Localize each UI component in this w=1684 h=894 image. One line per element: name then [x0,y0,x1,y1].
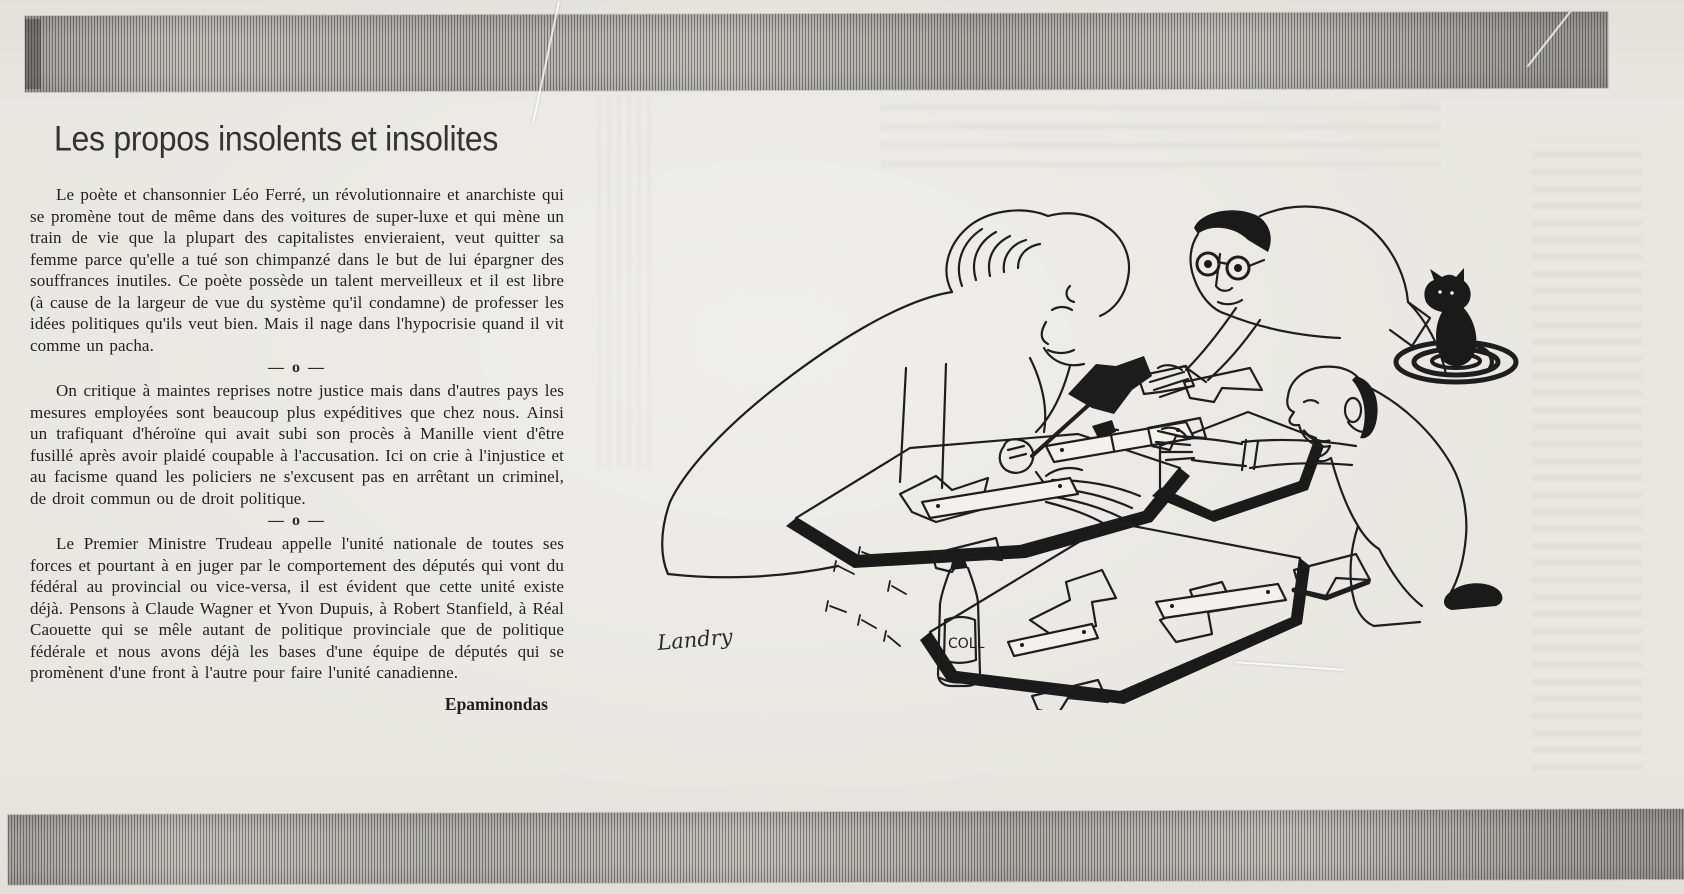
article-byline: Epaminondas [444,693,548,714]
cartoonist-signature: Landry [656,624,734,655]
bottom-rule-band [8,809,1684,885]
glue-bottle-label: COLL [948,636,985,652]
nailed-batten [1156,584,1286,618]
editorial-cartoon [600,150,1520,710]
article-paragraph-2: On critique à maintes reprises notre justice mais dans d'autres pays les mesures employées sont beaucoup plus expéditives que chez nous. Ainsi un trafiquant d'héroïne qui avait subi son procès à Manille vient d'être fusillé après avoir plaidé coupable à l'accusation. Ici on crie à l'injustice et au facisme quand les policiers ne s'excusent pas en arrêtant un criminel, de droit commun ou de droit politique. [30,381,564,508]
article-headline: Les propos insolents et insolites [54,118,499,158]
editorial-column [30,118,564,715]
section-separator: — o — [268,512,326,529]
section-separator: — o — [268,359,326,376]
top-rule-band [25,12,1608,92]
cartoon-figure-hammering [662,210,1152,577]
nailed-batten [1008,624,1098,656]
article-paragraph-1: Le poète et chansonnier Léo Ferré, un révolutionnaire et anarchiste qui se promène tout de même dans des voitures de super-luxe et qui mène un train de vie que la plupart des capitalistes envieraient, veut quitter sa femme parce qu'elle a tué son chimpanzé dans le but de lui épargner des souffrances inutiles. Ce poète possède un talent merveilleux et il est libre (à cause de la largeur de vue du système qu'il condamne) de professer les idées politiques qu'ils veut bien. Mais il nage dans l'hypocrisie quand il vit comme un pacha. [30,185,564,355]
article-paragraph-3: Le Premier Ministre Trudeau appelle l'unité nationale de toutes ses forces et pourtant à en juger par le comportement des députés qui vont du fédéral au provincial ou vice-versa, il est évident que cette unité existe déjà. Pensons à Claude Wagner et Yvon Dupuis, à Robert Stanfield, à Réal Caouette qui se mêle autant de politique provinciale que de politique fédérale et nous avons déjà les bases d'une équipe de députés qui se promènent d'une front à l'autre pour faire l'unité canadienne. [30,534,564,682]
puzzle-piece [1184,368,1262,402]
cartoon-cat [1396,268,1516,382]
puzzle-boards [786,368,1370,710]
